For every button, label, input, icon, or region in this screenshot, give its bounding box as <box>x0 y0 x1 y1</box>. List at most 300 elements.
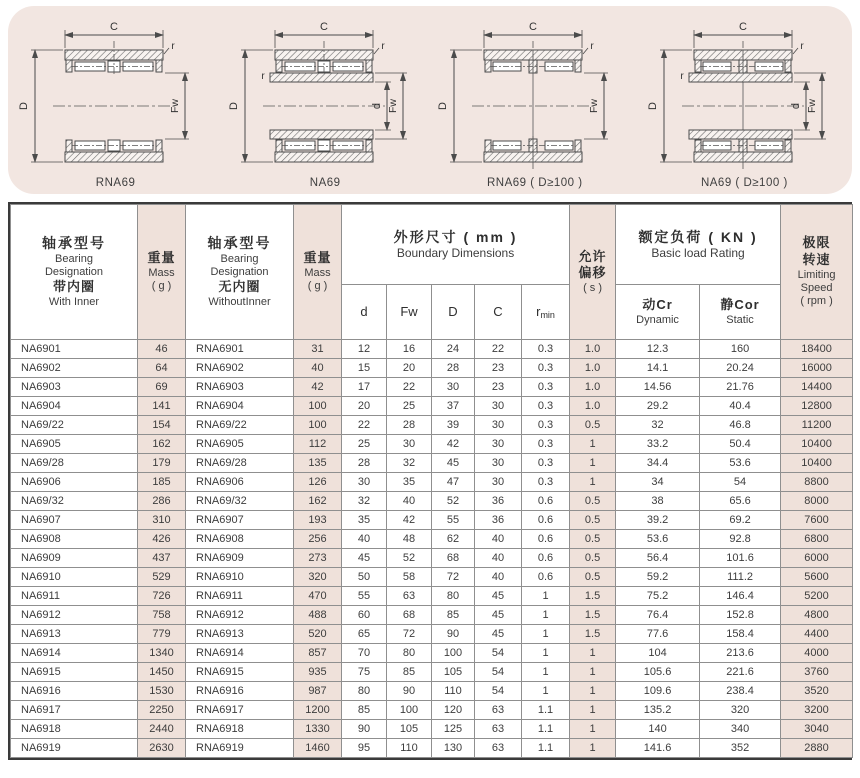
bearing-diagram-na69 <box>221 16 429 189</box>
table-cell: 23 <box>475 359 522 378</box>
table-cell: 100 <box>294 397 342 416</box>
table-cell: 3760 <box>781 663 853 682</box>
table-cell: RNA6910 <box>186 568 294 587</box>
table-cell: 1330 <box>294 720 342 739</box>
header-en: Dynamic <box>636 313 679 326</box>
svg-text:D: D <box>646 101 659 110</box>
table-cell: RNA69/32 <box>186 492 294 511</box>
table-cell: NA6902 <box>11 359 138 378</box>
table-cell: 68 <box>387 606 432 625</box>
table-cell: RNA6909 <box>186 549 294 568</box>
table-cell: 1.0 <box>570 359 616 378</box>
table-cell: 16000 <box>781 359 853 378</box>
header-en: Mass <box>148 267 175 280</box>
table-cell: NA6917 <box>11 701 138 720</box>
table-cell: 56.4 <box>616 549 700 568</box>
table-cell: 273 <box>294 549 342 568</box>
table-cell: 69 <box>138 378 186 397</box>
table-cell: 63 <box>475 739 522 758</box>
table-cell: 32 <box>616 416 700 435</box>
col-header-mass-without-inner <box>294 205 342 340</box>
table-cell: 32 <box>387 454 432 473</box>
svg-text:r: r <box>261 70 265 82</box>
table-cell: NA6912 <box>11 606 138 625</box>
table-cell: 65.6 <box>700 492 781 511</box>
bearing-drawing <box>431 16 639 176</box>
table-cell: 40 <box>294 359 342 378</box>
bearing-drawing <box>12 16 220 176</box>
table-cell: 90 <box>432 625 475 644</box>
table-cell: 54 <box>475 644 522 663</box>
table-cell: 1.5 <box>570 587 616 606</box>
table-cell: NA69/22 <box>11 416 138 435</box>
dim-label-sub: min <box>540 310 555 320</box>
spec-table-wrap <box>8 202 852 760</box>
header-zh: 带内圈 <box>52 278 95 294</box>
table-cell: 1.1 <box>522 701 570 720</box>
table-cell: 69.2 <box>700 511 781 530</box>
table-cell: 0.3 <box>522 416 570 435</box>
header-unit: ( g ) <box>307 280 328 293</box>
table-cell: 520 <box>294 625 342 644</box>
svg-text:C: C <box>319 20 328 33</box>
table-row <box>11 473 853 492</box>
header-unit: ( rpm ) <box>800 295 833 308</box>
col-header-D <box>432 285 475 340</box>
table-cell: 0.5 <box>570 492 616 511</box>
header-zh: 转速 <box>802 252 831 268</box>
table-cell: 110 <box>432 682 475 701</box>
header-en: Limiting <box>797 269 836 282</box>
table-cell: 935 <box>294 663 342 682</box>
col-header-limiting-speed <box>781 205 853 340</box>
table-row <box>11 606 853 625</box>
table-cell: 0.6 <box>522 568 570 587</box>
header-zh: 静Cor <box>720 296 760 312</box>
table-cell: RNA6915 <box>186 663 294 682</box>
dim-label: D <box>448 304 458 319</box>
table-row <box>11 587 853 606</box>
table-cell: 10400 <box>781 454 853 473</box>
table-cell: 60 <box>342 606 387 625</box>
spec-table <box>10 204 853 758</box>
table-cell: NA6909 <box>11 549 138 568</box>
table-cell: 141 <box>138 397 186 416</box>
table-cell: 125 <box>432 720 475 739</box>
table-cell: RNA6919 <box>186 739 294 758</box>
table-cell: 221.6 <box>700 663 781 682</box>
col-header-permissible-offset <box>570 205 616 340</box>
col-header-C <box>475 285 522 340</box>
svg-text:Fw: Fw <box>169 98 182 113</box>
col-header-designation-without-inner <box>186 205 294 340</box>
table-cell: 529 <box>138 568 186 587</box>
svg-text:d: d <box>370 102 383 109</box>
table-cell: 160 <box>700 340 781 359</box>
table-cell: 17 <box>342 378 387 397</box>
table-cell: NA6914 <box>11 644 138 663</box>
table-cell: 488 <box>294 606 342 625</box>
table-cell: 100 <box>432 644 475 663</box>
table-cell: 2630 <box>138 739 186 758</box>
header-zh: 允许 <box>578 248 607 264</box>
table-cell: NA6919 <box>11 739 138 758</box>
table-cell: 1 <box>570 739 616 758</box>
table-cell: NA69/32 <box>11 492 138 511</box>
svg-text:r: r <box>800 40 804 52</box>
table-cell: 104 <box>616 644 700 663</box>
table-cell: 0.3 <box>522 454 570 473</box>
table-cell: 14400 <box>781 378 853 397</box>
table-cell: 146.4 <box>700 587 781 606</box>
table-cell: NA6913 <box>11 625 138 644</box>
table-cell: 179 <box>138 454 186 473</box>
table-cell: 987 <box>294 682 342 701</box>
table-row <box>11 568 853 587</box>
table-cell: 1.5 <box>570 625 616 644</box>
col-header-fw <box>387 285 432 340</box>
col-header-dynamic-cr <box>616 285 700 340</box>
table-cell: 105 <box>432 663 475 682</box>
svg-text:C: C <box>110 20 119 33</box>
header-en: Bearing <box>55 252 93 265</box>
header-zh: 外形尺寸 ( mm ) <box>393 228 518 245</box>
table-cell: 0.3 <box>522 397 570 416</box>
table-cell: 3040 <box>781 720 853 739</box>
table-cell: 112 <box>294 435 342 454</box>
table-cell: 35 <box>387 473 432 492</box>
table-cell: 1.5 <box>570 606 616 625</box>
table-cell: 100 <box>294 416 342 435</box>
table-cell: 141.6 <box>616 739 700 758</box>
dim-label: d <box>360 304 368 319</box>
table-cell: 162 <box>294 492 342 511</box>
table-cell: RNA6903 <box>186 378 294 397</box>
table-cell: 20 <box>387 359 432 378</box>
table-cell: 46.8 <box>700 416 781 435</box>
table-row <box>11 701 853 720</box>
table-cell: 110 <box>387 739 432 758</box>
table-cell: RNA6912 <box>186 606 294 625</box>
table-row <box>11 378 853 397</box>
table-cell: 90 <box>387 682 432 701</box>
svg-text:r: r <box>680 70 684 82</box>
table-cell: RNA6914 <box>186 644 294 663</box>
table-cell: 80 <box>342 682 387 701</box>
table-cell: 40 <box>475 549 522 568</box>
table-row <box>11 492 853 511</box>
table-cell: NA6918 <box>11 720 138 739</box>
header-en: Boundary Dimensions <box>396 246 515 261</box>
header-zh: 偏移 <box>578 265 607 281</box>
table-row <box>11 454 853 473</box>
table-cell: 100 <box>387 701 432 720</box>
header-zh: 无内圈 <box>218 278 261 294</box>
table-cell: 1.0 <box>570 340 616 359</box>
table-cell: 30 <box>475 473 522 492</box>
table-cell: 30 <box>432 378 475 397</box>
col-header-rmin <box>522 285 570 340</box>
table-cell: 30 <box>475 454 522 473</box>
table-row <box>11 720 853 739</box>
table-cell: 30 <box>475 397 522 416</box>
table-cell: 135 <box>294 454 342 473</box>
header-en: With Inner <box>48 295 100 308</box>
table-cell: RNA6907 <box>186 511 294 530</box>
table-cell: 2440 <box>138 720 186 739</box>
table-cell: 45 <box>475 625 522 644</box>
table-cell: 64 <box>138 359 186 378</box>
table-cell: NA6906 <box>11 473 138 492</box>
table-cell: 63 <box>387 587 432 606</box>
table-cell: RNA6906 <box>186 473 294 492</box>
table-cell: 0.6 <box>522 549 570 568</box>
table-cell: RNA6913 <box>186 625 294 644</box>
col-header-boundary-dimensions <box>342 205 570 285</box>
table-cell: 2250 <box>138 701 186 720</box>
table-cell: 140 <box>616 720 700 739</box>
table-cell: 42 <box>432 435 475 454</box>
table-cell: 70 <box>342 644 387 663</box>
table-cell: 30 <box>475 416 522 435</box>
table-cell: 286 <box>138 492 186 511</box>
table-cell: 1530 <box>138 682 186 701</box>
table-cell: 21.76 <box>700 378 781 397</box>
table-cell: RNA6917 <box>186 701 294 720</box>
header-en: Designation <box>210 265 269 278</box>
diagram-caption: RNA69 ( D≥100 ) <box>486 176 583 189</box>
table-row <box>11 663 853 682</box>
table-cell: 59.2 <box>616 568 700 587</box>
table-cell: 0.3 <box>522 340 570 359</box>
header-en: Bearing <box>220 252 259 265</box>
table-cell: 1 <box>522 663 570 682</box>
table-cell: 20.24 <box>700 359 781 378</box>
table-cell: 16 <box>387 340 432 359</box>
table-cell: RNA6901 <box>186 340 294 359</box>
table-cell: 53.6 <box>700 454 781 473</box>
table-cell: 12800 <box>781 397 853 416</box>
dim-label: C <box>493 304 503 319</box>
diagram-caption: NA69 ( D≥100 ) <box>700 176 788 189</box>
table-cell: 54 <box>475 682 522 701</box>
table-cell: 1 <box>522 682 570 701</box>
table-cell: 63 <box>475 701 522 720</box>
table-cell: 1.1 <box>522 739 570 758</box>
table-cell: 4400 <box>781 625 853 644</box>
table-cell: 33.2 <box>616 435 700 454</box>
table-cell: 320 <box>294 568 342 587</box>
header-zh: 动Cr <box>642 296 673 312</box>
table-row <box>11 340 853 359</box>
table-cell: 130 <box>432 739 475 758</box>
table-cell: 45 <box>475 587 522 606</box>
svg-text:r: r <box>381 40 385 52</box>
table-cell: 0.5 <box>570 511 616 530</box>
table-row <box>11 644 853 663</box>
table-cell: 54 <box>700 473 781 492</box>
table-cell: 38 <box>616 492 700 511</box>
table-cell: 22 <box>342 416 387 435</box>
table-cell: 72 <box>387 625 432 644</box>
table-row <box>11 511 853 530</box>
table-cell: 1 <box>570 682 616 701</box>
table-cell: 185 <box>138 473 186 492</box>
table-cell: 1 <box>570 701 616 720</box>
table-cell: 1 <box>522 644 570 663</box>
table-cell: 39 <box>432 416 475 435</box>
table-cell: 40 <box>475 530 522 549</box>
header-en: Static <box>726 313 754 326</box>
table-cell: 101.6 <box>700 549 781 568</box>
table-cell: 28 <box>387 416 432 435</box>
table-cell: 34.4 <box>616 454 700 473</box>
table-cell: 54 <box>475 663 522 682</box>
table-cell: 76.4 <box>616 606 700 625</box>
bearing-diagram-na69-d100 <box>640 16 848 189</box>
table-cell: NA6910 <box>11 568 138 587</box>
table-cell: 42 <box>387 511 432 530</box>
table-cell: 85 <box>432 606 475 625</box>
table-cell: RNA6918 <box>186 720 294 739</box>
table-cell: 779 <box>138 625 186 644</box>
table-cell: 1 <box>570 473 616 492</box>
table-cell: 31 <box>294 340 342 359</box>
header-zh: 重量 <box>303 250 332 266</box>
header-zh: 极限 <box>802 235 831 251</box>
table-cell: 40 <box>387 492 432 511</box>
svg-text:d: d <box>789 102 802 109</box>
table-cell: RNA6902 <box>186 359 294 378</box>
table-cell: NA6905 <box>11 435 138 454</box>
table-cell: 1 <box>522 606 570 625</box>
table-cell: 40.4 <box>700 397 781 416</box>
table-cell: NA6915 <box>11 663 138 682</box>
table-cell: 320 <box>700 701 781 720</box>
table-cell: 29.2 <box>616 397 700 416</box>
bearing-drawing <box>221 16 429 176</box>
table-cell: 4000 <box>781 644 853 663</box>
header-en: Basic load Rating <box>651 246 745 261</box>
table-cell: 39.2 <box>616 511 700 530</box>
table-cell: 310 <box>138 511 186 530</box>
table-cell: 95 <box>342 739 387 758</box>
table-cell: NA6908 <box>11 530 138 549</box>
table-cell: 5600 <box>781 568 853 587</box>
col-header-d <box>342 285 387 340</box>
bearing-diagram-rna69-d100 <box>431 16 639 189</box>
table-cell: 28 <box>342 454 387 473</box>
svg-text:C: C <box>738 20 747 33</box>
svg-text:Fw: Fw <box>588 98 601 113</box>
table-cell: 0.3 <box>522 378 570 397</box>
table-cell: 55 <box>342 587 387 606</box>
table-cell: 30 <box>342 473 387 492</box>
table-cell: 12 <box>342 340 387 359</box>
table-cell: 340 <box>700 720 781 739</box>
table-cell: 0.5 <box>570 568 616 587</box>
table-cell: 6000 <box>781 549 853 568</box>
table-cell: 32 <box>342 492 387 511</box>
table-row <box>11 416 853 435</box>
table-cell: 12.3 <box>616 340 700 359</box>
table-row <box>11 682 853 701</box>
table-cell: 1450 <box>138 663 186 682</box>
table-cell: 14.1 <box>616 359 700 378</box>
col-header-static-cor <box>700 285 781 340</box>
table-cell: 1200 <box>294 701 342 720</box>
table-cell: NA69/28 <box>11 454 138 473</box>
table-cell: 1.1 <box>522 720 570 739</box>
table-cell: 50.4 <box>700 435 781 454</box>
table-cell: 30 <box>387 435 432 454</box>
table-cell: 36 <box>475 492 522 511</box>
table-cell: 0.3 <box>522 473 570 492</box>
table-cell: NA6916 <box>11 682 138 701</box>
table-cell: RNA6916 <box>186 682 294 701</box>
table-cell: 10400 <box>781 435 853 454</box>
table-cell: 1 <box>570 720 616 739</box>
svg-text:r: r <box>590 40 594 52</box>
bearing-drawing <box>640 16 848 176</box>
table-cell: NA6903 <box>11 378 138 397</box>
table-cell: 62 <box>432 530 475 549</box>
table-body <box>11 340 853 758</box>
table-cell: 63 <box>475 720 522 739</box>
table-cell: 437 <box>138 549 186 568</box>
table-cell: 55 <box>432 511 475 530</box>
table-row <box>11 397 853 416</box>
header-unit: ( s ) <box>583 282 603 295</box>
table-cell: 1460 <box>294 739 342 758</box>
table-cell: 1 <box>522 587 570 606</box>
table-cell: 45 <box>432 454 475 473</box>
table-cell: RNA6911 <box>186 587 294 606</box>
table-cell: 1 <box>570 435 616 454</box>
table-cell: 11200 <box>781 416 853 435</box>
table-cell: 36 <box>475 511 522 530</box>
svg-text:r: r <box>171 40 175 52</box>
table-cell: 14.56 <box>616 378 700 397</box>
table-cell: 1.0 <box>570 397 616 416</box>
table-cell: 15 <box>342 359 387 378</box>
table-cell: 126 <box>294 473 342 492</box>
dim-label: Fw <box>400 304 418 319</box>
table-cell: NA6904 <box>11 397 138 416</box>
table-cell: 75.2 <box>616 587 700 606</box>
table-cell: RNA69/28 <box>186 454 294 473</box>
table-row <box>11 435 853 454</box>
table-cell: 90 <box>342 720 387 739</box>
table-cell: 42 <box>294 378 342 397</box>
col-header-mass-with-inner <box>138 205 186 340</box>
table-cell: NA6901 <box>11 340 138 359</box>
table-cell: 0.5 <box>570 416 616 435</box>
table-cell: 22 <box>387 378 432 397</box>
table-cell: 1.0 <box>570 378 616 397</box>
table-cell: 135.2 <box>616 701 700 720</box>
header-en: Mass <box>304 267 331 280</box>
table-row <box>11 739 853 758</box>
table-cell: 8800 <box>781 473 853 492</box>
table-cell: 7600 <box>781 511 853 530</box>
svg-text:Fw: Fw <box>805 98 818 113</box>
dim-label: r <box>536 304 541 319</box>
table-cell: 1 <box>570 644 616 663</box>
table-cell: RNA6904 <box>186 397 294 416</box>
table-cell: 92.8 <box>700 530 781 549</box>
table-cell: 65 <box>342 625 387 644</box>
